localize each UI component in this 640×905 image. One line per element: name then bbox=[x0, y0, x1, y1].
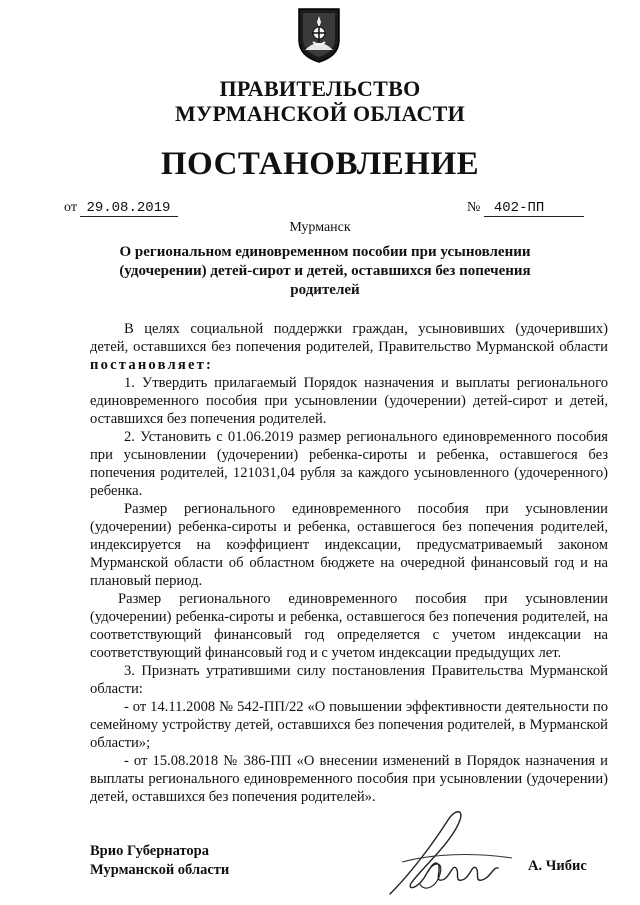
number-value: 402-ПП bbox=[484, 200, 584, 217]
clause-2: 2. Установить с 01.06.2019 размер регионального единовременного пособия при усыновлении (удочерении) ребенка-сироты и ребенка, оставшегося без попечения родителей, 121031,04 рубля за каждого усыновленного (удочеренного) ребенка. bbox=[90, 429, 608, 499]
date-value: 29.08.2019 bbox=[80, 200, 178, 217]
signatory-position bbox=[90, 842, 229, 880]
resolves-word: постановляет: bbox=[90, 357, 214, 373]
clause-2-indexation: Размер регионального единовременного пособия при усыновлении (удочерении) ребенка-сироты и ребенка, оставшегося без попечения родителей, индексируется на коэффициент индексации, предусматриваемый законом Мурманской области об областном бюджете на очередной финансовый год и на плановый период. bbox=[90, 501, 608, 589]
clause-1: 1. Утвердить прилагаемый Порядок назначения и выплаты регионального единовременного пособия при усыновлении (удочерении) детей-сирот и детей, оставшихся без попечения родителей. bbox=[90, 375, 608, 427]
handwritten-signature-icon bbox=[372, 802, 532, 902]
date-prefix: от bbox=[64, 200, 77, 215]
document-number bbox=[467, 200, 584, 217]
document-title: О региональном единовременном пособии при усыновлении (удочерении) детей-сирот и детей, оставшихся без попечения родителей bbox=[119, 244, 531, 298]
government-name-line1: ПРАВИТЕЛЬСТВО bbox=[219, 76, 421, 101]
document-date bbox=[64, 200, 178, 217]
document-type-heading: ПОСТАНОВЛЕНИЕ bbox=[160, 146, 480, 182]
signatory-name: А. Чибис bbox=[528, 858, 587, 874]
position-line1: Врио Губернатора bbox=[90, 843, 209, 859]
clause-3: 3. Признать утратившими силу постановления Правительства Мурманской области: bbox=[90, 663, 608, 697]
number-prefix: № bbox=[467, 200, 481, 215]
murmansk-coat-of-arms-icon bbox=[296, 6, 342, 64]
clause-2-annual-amount: Размер регионального единовременного пособия при усыновлении (удочерении) ребенка-сироты и ребенка, оставшегося без попечения родителей, на соответствующий финансовый год определяется с учетом индексации на соответствующий финансовый год и с учетом индексации предыдущих лет. bbox=[90, 591, 608, 661]
government-name-line2: МУРМАНСКОЙ ОБЛАСТИ bbox=[174, 101, 466, 126]
repealed-act-1: - от 14.11.2008 № 542-ПП/22 «О повышении эффективности деятельности по семейному устройству детей, оставшихся без попечения родителей, в Мурманской области»; bbox=[90, 699, 608, 751]
intro-paragraph bbox=[90, 320, 608, 374]
repealed-act-2: - от 15.08.2018 № 386-ПП «О внесении изменений в Порядок назначения и выплаты регионального единовременного пособия при усыновлении (удочерении) детей, оставшихся без попечения родителей». bbox=[90, 753, 608, 805]
document-body bbox=[90, 320, 608, 806]
city-name: Мурманск bbox=[289, 220, 351, 235]
intro-text: В целях социальной поддержки граждан, усыновивших (удочеривших) детей, оставшихся без попечения родителей, Правительство Мурманской области bbox=[90, 321, 608, 355]
position-line2: Мурманской области bbox=[90, 862, 230, 878]
